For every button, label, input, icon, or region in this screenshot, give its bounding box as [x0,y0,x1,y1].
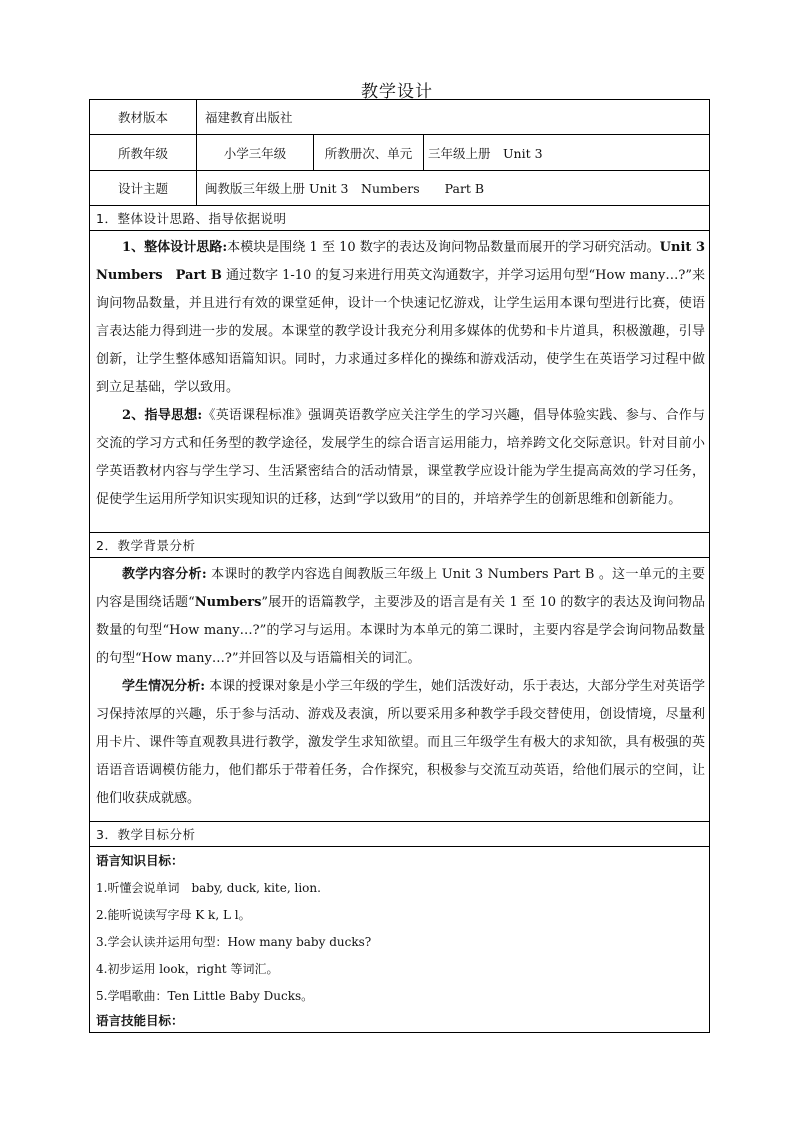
content-analysis-rest: ”展开的语篇教学，主要涉及的语言是有关 1 至 10 的数字的表达及询问物品数量的句型“How many…?”的学习与运用。本课时为本单元的第二课时，主要内容是学会询问物品数量的句型“How many…?”并回答以及与语篇相关的词汇。 [96,595,705,666]
knowledge-goal-label: 语言知识目标： [96,853,184,868]
section1-heading-row [90,206,710,231]
theme-value: 闽教版三年级上册 Unit 3 Numbers Part B [197,171,710,206]
skill-goal-label: 语言技能目标： [96,1013,184,1028]
textbook-value: 福建教育出版社 [197,100,710,135]
section2-body [90,558,710,822]
document-title: 教学设计 [361,82,433,102]
design-idea-lead: 1、整体设计思路: [122,240,228,255]
section3-heading-row [90,822,710,847]
grade-row [90,135,710,171]
lesson-plan-table [89,99,719,1033]
section3-heading: 3．教学目标分析 [90,822,710,847]
goal-item: 4.初步运用 look，right 等词汇。 [96,962,279,976]
content-analysis-text: 本课时的教学内容选自闽教版三年级上 Unit 3 Numbers Part B 。这一单元的主要内容是围绕话题“ [96,567,705,610]
guiding-thought-paragraph [96,402,705,514]
section2-body-row [90,558,710,822]
content-analysis-paragraph [96,561,705,673]
grade-label: 所教年级 [90,135,197,171]
goal-item: 3.学会认读并运用句型：How many baby ducks? [96,935,372,949]
goal-item: 1.听懂会说单词 baby, duck, kite, lion. [96,881,321,895]
student-analysis-lead: 学生情况分析: [122,679,206,694]
textbook-label: 教材版本 [90,100,197,135]
textbook-row [90,100,710,135]
student-analysis-paragraph [96,673,705,813]
guiding-thought-lead: 2、指导思想: [122,408,203,423]
content-analysis-lead: 教学内容分析: [122,567,207,582]
grade-value: 小学三年级 [197,135,314,171]
volume-value: 三年级上册 Unit 3 [424,135,710,171]
section3-body [90,847,710,1033]
design-idea-rest: 通过数字 1-10 的复习来进行用英文沟通数字，并学习运用句型“How many…?”来询问物品数量，并且进行有效的课堂延伸，设计一个快速记忆游戏，让学生运用本课句型进行比赛，使语言表达能力得到进一步的发展。本课堂的教学设计我充分利用多媒体的优势和卡片道具，积极激趣，引导创新，让学生整体感知语篇知识。同时，力求通过多样化的操练和游戏活动，使学生在英语学习过程中做到立足基础，学以致用。 [96,268,705,395]
design-idea-paragraph [96,234,719,402]
volume-label: 所教册次、单元 [314,135,424,171]
guiding-thought-text: 《英语课程标准》强调英语教学应关注学生的学习兴趣，倡导体验实践、参与、合作与交流的学习方式和任务型的教学途径，发展学生的综合语言运用能力，培养跨文化交际意识。针对目前小学英语教材内容与学生学习、生活紧密结合的活动情景，课堂教学应设计能为学生提高高效的学习任务，促使学生运用所学知识实现知识的迁移，达到“学以致用”的目的，并培养学生的创新思维和创新能力。 [96,408,705,507]
section1-body [90,231,719,533]
student-analysis-text: 本课的授课对象是小学三年级的学生，她们活泼好动，乐于表达，大部分学生对英语学习保持浓厚的兴趣，乐于参与活动、游戏及表演，所以要采用多种教学手段交替使用，创设情境，尽量利用卡片、课件等直观教具进行教学，激发学生求知欲望。而且三年级学生有极大的求知欲，具有极强的英语语音语调模仿能力，他们都乐于带着任务，合作探究，积极参与交流互动英语，给他们展示的空间，让他们收获成就感。 [96,679,705,806]
section1-heading: 1．整体设计思路、指导依据说明 [90,206,710,231]
goal-item: 2.能听说读写字母 K k, L l。 [96,908,251,922]
design-idea-text: 本模块是围绕 1 至 10 数字的表达及询问物品数量而展开的学习研究活动。 [227,240,660,255]
goal-item: 5.学唱歌曲：Ten Little Baby Ducks。 [96,989,314,1003]
section2-heading-row [90,533,710,558]
content-analysis-topic: Numbers [194,595,262,610]
section1-body-row [90,231,710,533]
design-idea-unit: Unit 3 Numbers Part B [96,240,719,283]
section3-body-row [90,847,710,1033]
section2-heading: 2．教学背景分析 [90,533,710,558]
theme-label: 设计主题 [90,171,197,206]
theme-row [90,171,710,206]
